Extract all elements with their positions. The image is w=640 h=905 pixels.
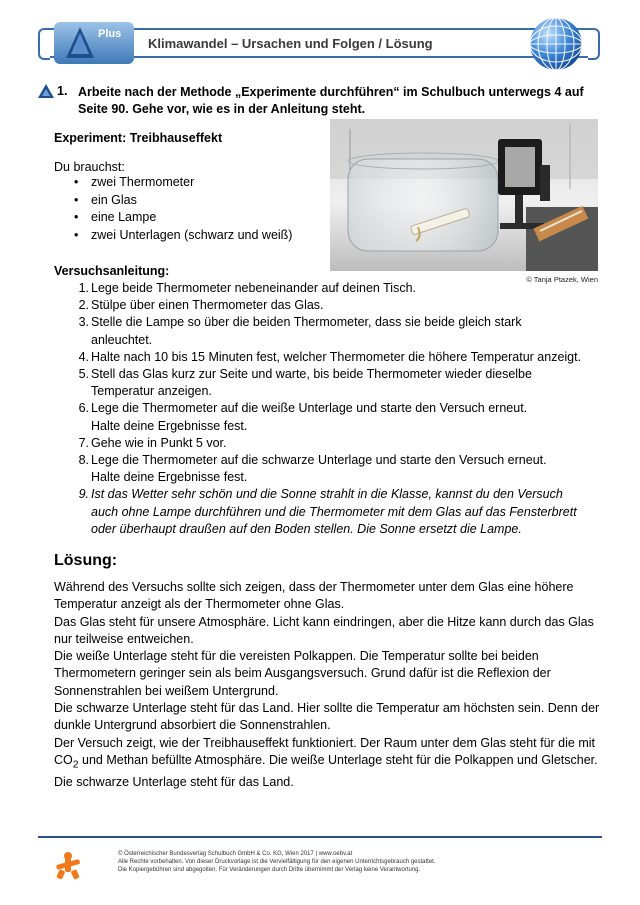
step-text: Stülpe über einen Thermometer das Glas. — [91, 298, 324, 313]
step-number: 7. — [78, 435, 89, 450]
step-text: Stell das Glas kurz zur Seite und warte, bis beide Thermometer wieder dieselbe — [91, 367, 532, 382]
solution-text-part: Der Versuch zeigt, wie der Treibhauseffekt funktioniert. Der Raum unter dem Glas steht für die mit CO — [54, 735, 595, 767]
experiment-photo — [330, 119, 598, 271]
experiment-title: Experiment: Treibhauseffekt — [54, 131, 223, 145]
step-number: 4. — [78, 349, 89, 364]
step-text-continued: oder überhaupt draußen auf den Boden stellen. Die Sonne ersetzt die Lampe. — [91, 521, 522, 536]
globe-icon — [528, 16, 584, 72]
step-number: 5. — [78, 367, 89, 382]
list-item: • zwei Thermometer — [54, 174, 292, 192]
footer-text — [118, 850, 588, 874]
step-number: 3. — [78, 315, 89, 330]
photo-credit: © Tanja Ptazek, Wien — [526, 275, 598, 284]
step-text: Gehe wie in Punkt 5 vor. — [91, 435, 227, 450]
list-item — [54, 297, 614, 314]
header-left-bracket — [38, 28, 50, 60]
list-item — [54, 452, 614, 486]
list-item: • zwei Unterlagen (schwarz und weiß) — [54, 227, 292, 245]
list-item: • ein Glas — [54, 192, 292, 210]
footer-line-1: © Österreichischer Bundesverlag Schulbuch GmbH & Co. KG, Wien 2017 | www.oebv.at — [118, 851, 353, 857]
task-number: 1. — [57, 84, 68, 98]
list-item — [54, 400, 614, 434]
task-triangle-icon — [38, 84, 54, 98]
solution-paragraph — [54, 735, 606, 791]
page-title: Klimawandel – Ursachen und Folgen / Lösung — [148, 36, 433, 51]
solution-text-part: und Methan befüllte Atmosphäre. Die weiße Unterlage steht für die Polkappen und Gletscher. Die schwarze Unterlage steht für das Land. — [54, 752, 598, 789]
list-item — [54, 280, 614, 297]
list-item: • eine Lampe — [54, 209, 292, 227]
solution-paragraph: Die weiße Unterlage steht für die vereisten Polkappen. Die Temperatur sollte bei beiden Thermometern geringer sein als beim Ausgangsversuch. Grund dafür ist die Reflexion der Sonnenstrahlen bei weißem Untergrund. — [54, 649, 551, 698]
step-text: Ist das Wetter sehr schön und die Sonne strahlt in die Klasse, kannst du den Versuch — [91, 487, 563, 502]
step-text: Lege die Thermometer auf die schwarze Unterlage und starte den Versuch erneut. — [91, 453, 547, 468]
solution-paragraph: Das Glas steht für unsere Atmosphäre. Licht kann eindringen, aber die Hitze kann durch das Glas nur teilweise entweichen. — [54, 614, 594, 646]
plus-logo — [54, 22, 134, 64]
step-number: 9. — [78, 487, 89, 502]
step-text: Lege beide Thermometer nebeneinander auf deinen Tisch. — [91, 281, 416, 295]
step-number: 1. — [78, 281, 89, 295]
logo-text: Plus — [98, 28, 122, 40]
step-text-continued: Temperatur anzeigen. — [91, 384, 212, 399]
list-item — [54, 435, 614, 452]
step-number: 6. — [78, 401, 89, 416]
step-number: 8. — [78, 453, 89, 468]
solution-paragraph: Während des Versuchs sollte sich zeigen, dass der Thermometer unter dem Glas eine höhere Temperatur anzeigt als der Thermometer ohne Glas. — [54, 580, 574, 612]
footer-rule — [38, 836, 602, 838]
step-text: Stelle die Lampe so über die beiden Thermometer, dass sie beide gleich stark — [91, 315, 522, 330]
co2-subscript: 2 — [72, 759, 79, 771]
solution-text — [54, 579, 606, 791]
list-item — [54, 349, 614, 366]
task-text: Arbeite nach der Methode „Experimente durchführen“ im Schulbuch unterwegs 4 auf Seite 90. Gehe vor, wie es in der Anleitung steht. — [78, 85, 584, 116]
step-text: Halte nach 10 bis 15 Minuten fest, welcher Thermometer die höhere Temperatur anzeigt. — [91, 349, 582, 364]
list-item — [54, 486, 614, 538]
footer-line-3: Die Kopiergebühren sind abgegolten. Für Veränderungen durch Dritte übernimmt der Verlag keine Verantwortung. — [118, 867, 421, 873]
footer-line-2: Alle Rechte vorbehalten. Von dieser Druckvorlage ist die Vervielfältigung für den eigenen Unterrichtsgebrauch gestattet. — [118, 859, 436, 865]
list-item — [54, 314, 614, 348]
solution-paragraph: Die schwarze Unterlage steht für das Land. Hier sollte die Temperatur am höchsten sein. Denn der dunkle Untergrund absorbiert die Sonnenstrahlen. — [54, 701, 600, 733]
step-text: Lege die Thermometer auf die weiße Unterlage und starte den Versuch erneut. — [91, 401, 528, 416]
step-text-continued: anleuchtet. — [91, 332, 153, 347]
step-number: 2. — [78, 298, 89, 313]
publisher-logo-icon — [54, 850, 82, 880]
materials-list — [54, 174, 292, 244]
instructions-title: Versuchsanleitung: — [54, 264, 170, 278]
step-text-continued: auch ohne Lampe durchführen und die Thermometer mit dem Glas auf das Fensterbrett — [91, 504, 577, 519]
solution-heading: Lösung: — [54, 552, 118, 569]
step-text-continued: Halte deine Ergebnisse fest. — [91, 470, 248, 485]
instruction-steps — [54, 280, 614, 538]
step-text-continued: Halte deine Ergebnisse fest. — [91, 418, 248, 433]
header-right-bracket — [588, 28, 600, 60]
list-item — [54, 366, 614, 400]
needs-label: Du brauchst: — [54, 160, 125, 174]
